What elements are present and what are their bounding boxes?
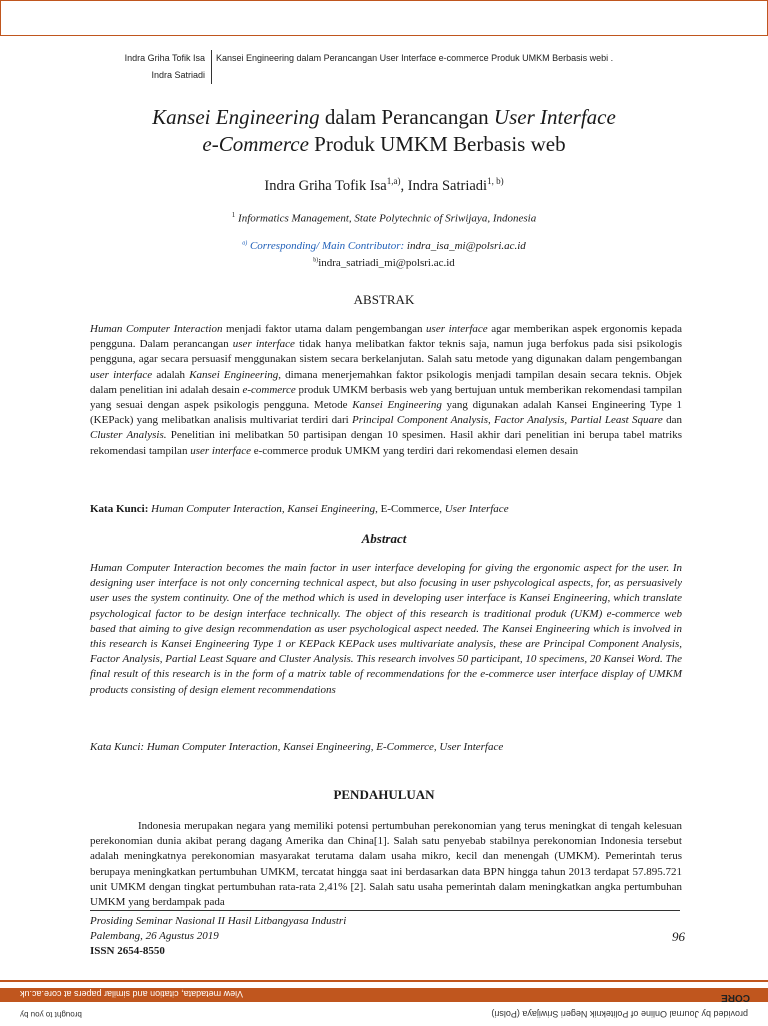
author-list <box>80 176 688 195</box>
abstrak-keyword-run: Kata Kunci: <box>90 503 149 515</box>
core-provided-text[interactable]: provided by Journal Online of Politeknik Negeri Sriwijaya (Polsri) <box>491 1009 748 1019</box>
paper-title <box>80 104 688 158</box>
footer-issn: ISSN 2654-8550 <box>90 945 165 957</box>
core-brought-text: brought to you by <box>20 1010 82 1019</box>
pendahuluan-heading: PENDAHULUAN <box>333 787 435 802</box>
abstrak-text-run: e-commerce produk UMKM yang terdiri dari rekomendasi elemen desain <box>251 444 579 457</box>
affiliation-sup: 1 <box>231 211 236 219</box>
abstrak-text-run: , dimana menerjemahkan faktor psikologis menjadi tampilan desain secara teknis. Objek dalam penelitian ini adalah desain <box>90 368 683 396</box>
title-part-1: Kansei Engineering <box>152 105 320 129</box>
abstrak-paragraph <box>90 322 682 459</box>
email-a[interactable]: indra_isa_mi@polsri.ac.id <box>404 240 526 252</box>
abstrak-text-run: agar memberikan aspek ergonomis kepada pengguna. Dalam perancangan <box>90 323 682 351</box>
top-banner-frame <box>0 0 768 36</box>
title-part-2: dalam Perancangan <box>319 105 494 129</box>
author-2: Indra Satriadi <box>407 177 488 194</box>
core-view-link[interactable]: View metadata, citation and similar papers at core.ac.uk <box>20 989 243 999</box>
contact-b-sup: b) <box>313 257 319 264</box>
running-head-author-2: Indra Satriadi <box>151 70 205 80</box>
abstrak-text-run: user interface <box>232 338 295 351</box>
contact-a-sup: a) <box>242 240 248 247</box>
footer-rule <box>90 910 680 911</box>
abstract-keywords: Kata Kunci: Human Computer Interaction, Kansei Engineering, E-Commerce, User Interface <box>90 741 504 753</box>
affiliation-text: Informatics Management, State Polytechnic of Sriwijaya, Indonesia <box>235 212 537 225</box>
title-part-3: User Interface <box>493 105 616 129</box>
abstract-heading: Abstract <box>361 531 407 546</box>
abstrak-text-run: Kansei Engineering <box>352 399 442 412</box>
core-banner-content <box>0 985 768 1025</box>
abstrak-text-run: adalah <box>152 368 190 381</box>
author-separator: , <box>400 177 408 194</box>
affiliation <box>80 211 688 225</box>
abstrak-text-run: dan <box>662 414 682 427</box>
abstrak-keyword-run: Human Computer Interaction, Kansei Engineering <box>148 503 376 515</box>
author-1: Indra Griha Tofik Isa <box>264 177 387 194</box>
abstrak-text-run: Human Computer Interaction <box>90 323 223 335</box>
abstrak-keywords <box>90 503 682 515</box>
page-number: 96 <box>672 929 685 944</box>
abstrak-text-run: menjadi faktor utama dalam pengembangan <box>222 323 427 335</box>
corresponding-label: Corresponding/ Main Contributor: <box>247 240 405 252</box>
running-head-author-1: Indra Griha Tofik Isa <box>124 53 205 63</box>
contact-line-a <box>80 240 688 252</box>
core-logo[interactable]: CORE <box>721 992 750 1003</box>
abstrak-text-run: Principal Component Analysis, Factor Analysis, Partial Least Square <box>352 414 663 427</box>
abstrak-keyword-run: User Interface <box>444 503 509 515</box>
footer-place-date: Palembang, 26 Agustus 2019 <box>90 930 219 942</box>
abstrak-text-run: Cluster Analysis. <box>90 429 167 442</box>
abstrak-text-run: yang digunakan adalah Kansei Engineering Type 1 (KEPack) yang melibatkan analisis multivariat terdiri dari <box>90 399 682 427</box>
running-head-title: Kansei Engineering dalam Perancangan User Interface e-commerce Produk UMKM Berbasis webi . <box>216 53 614 63</box>
abstrak-text-run: Penelitian ini melibatkan 50 partisipan dengan 10 spesimen. Hasil akhir dari penelitian ini berupa tabel matriks rekomendasi tampilan <box>90 429 682 457</box>
abstrak-text-run: Kansei Engineering <box>189 368 279 381</box>
running-head <box>90 50 690 84</box>
abstrak-text-run: tidak hanya melibatkan faktor teknis saja, namun juga berfokus pada sisi psikologis pengguna, agar secara persuasif menggunakan sistem secara berkelanjutan. Salah satu metode yang digunakan dalam pengembangan <box>90 338 682 366</box>
abstract-paragraph: Human Computer Interaction becomes the main factor in user interface developing for giving the ergonomic aspect for the user. In designing user interface is not only concerning technical aspect, but also focusing in user pshycological aspects, for, as persuasively user uses the system continuity. One of the method which is used in developing user interface is Kansei Engineering, which translate psychological factor to be design interface technically. The object of this research is traditional produk (UKM) e-commerce web based that aiming to give design recommendation as user psychological aspect needed. The Kansei Engineering which is involved in this research is Kansei Engineering Type 1 or KEPack KEPack uses multivariate analysis, these are Principal Component Analysis, Factor Analysis, Partial Least Square and Cluster Analysis. This research involves 50 participant, 10 specimens, 20 Kansei Word. The final result of this research is in the form of a matrix table of recommendations for the e-commerce user interface display of UMKM products consisting of design element recommendations <box>90 562 682 696</box>
title-part-5: Produk UMKM Berbasis web <box>308 132 566 156</box>
contact-line-b <box>80 257 688 269</box>
abstrak-text-run: e-commerce <box>242 383 296 396</box>
running-head-authors <box>90 50 212 84</box>
abstrak-text-run: produk UMKM berbasis web yang bertujuan untuk memberikan rekomendasi tampilan yang sesuai dengan aspek psikologis pengguna. Metode <box>90 383 682 412</box>
author-2-sup: 1, b) <box>487 176 504 186</box>
footer-proceedings: Prosiding Seminar Nasional II Hasil Litbangyasa Industri <box>90 915 347 927</box>
pendahuluan-paragraph: Indonesia merupakan negara yang memiliki potensi pertumbuhan perekonomian yang terus meningkat di tengah kelesuan perekonomian dunia akibat perang dagang Amerika dan China[1]. Salah satu penyebab stabilnya perekonomian Indonesia tersebut adalah meningkatnya perekonomian masyarakat terutama dalam usaha mikro, kecil dan menengah (UMKM). Pemerintah terus berupaya meningkatkan pertumbuhan UMKM, tercatat hingga saat ini berdasarkan data BPN hingga tahun 2013 terdapat 57.895.721 unit UMKM dengan tingkat pertumbuhan rata-rata 2,41% [2]. Salah satu usaha pemerintah dalam meningkatkan angka pertumbuhan UMKM yang berdampak pada <box>90 820 682 909</box>
email-b[interactable]: indra_satriadi_mi@polsri.ac.id <box>318 257 455 269</box>
abstrak-text-run: user interface <box>426 323 488 335</box>
abstrak-heading: ABSTRAK <box>353 292 415 307</box>
abstrak-keyword-run: , E-Commerce, <box>375 503 445 515</box>
author-1-sup: 1,a) <box>386 176 401 186</box>
abstrak-text-run: user interface <box>90 368 153 381</box>
title-part-4: e-Commerce <box>202 132 309 156</box>
abstrak-text-run: user interface <box>190 444 251 457</box>
footer <box>90 914 346 959</box>
